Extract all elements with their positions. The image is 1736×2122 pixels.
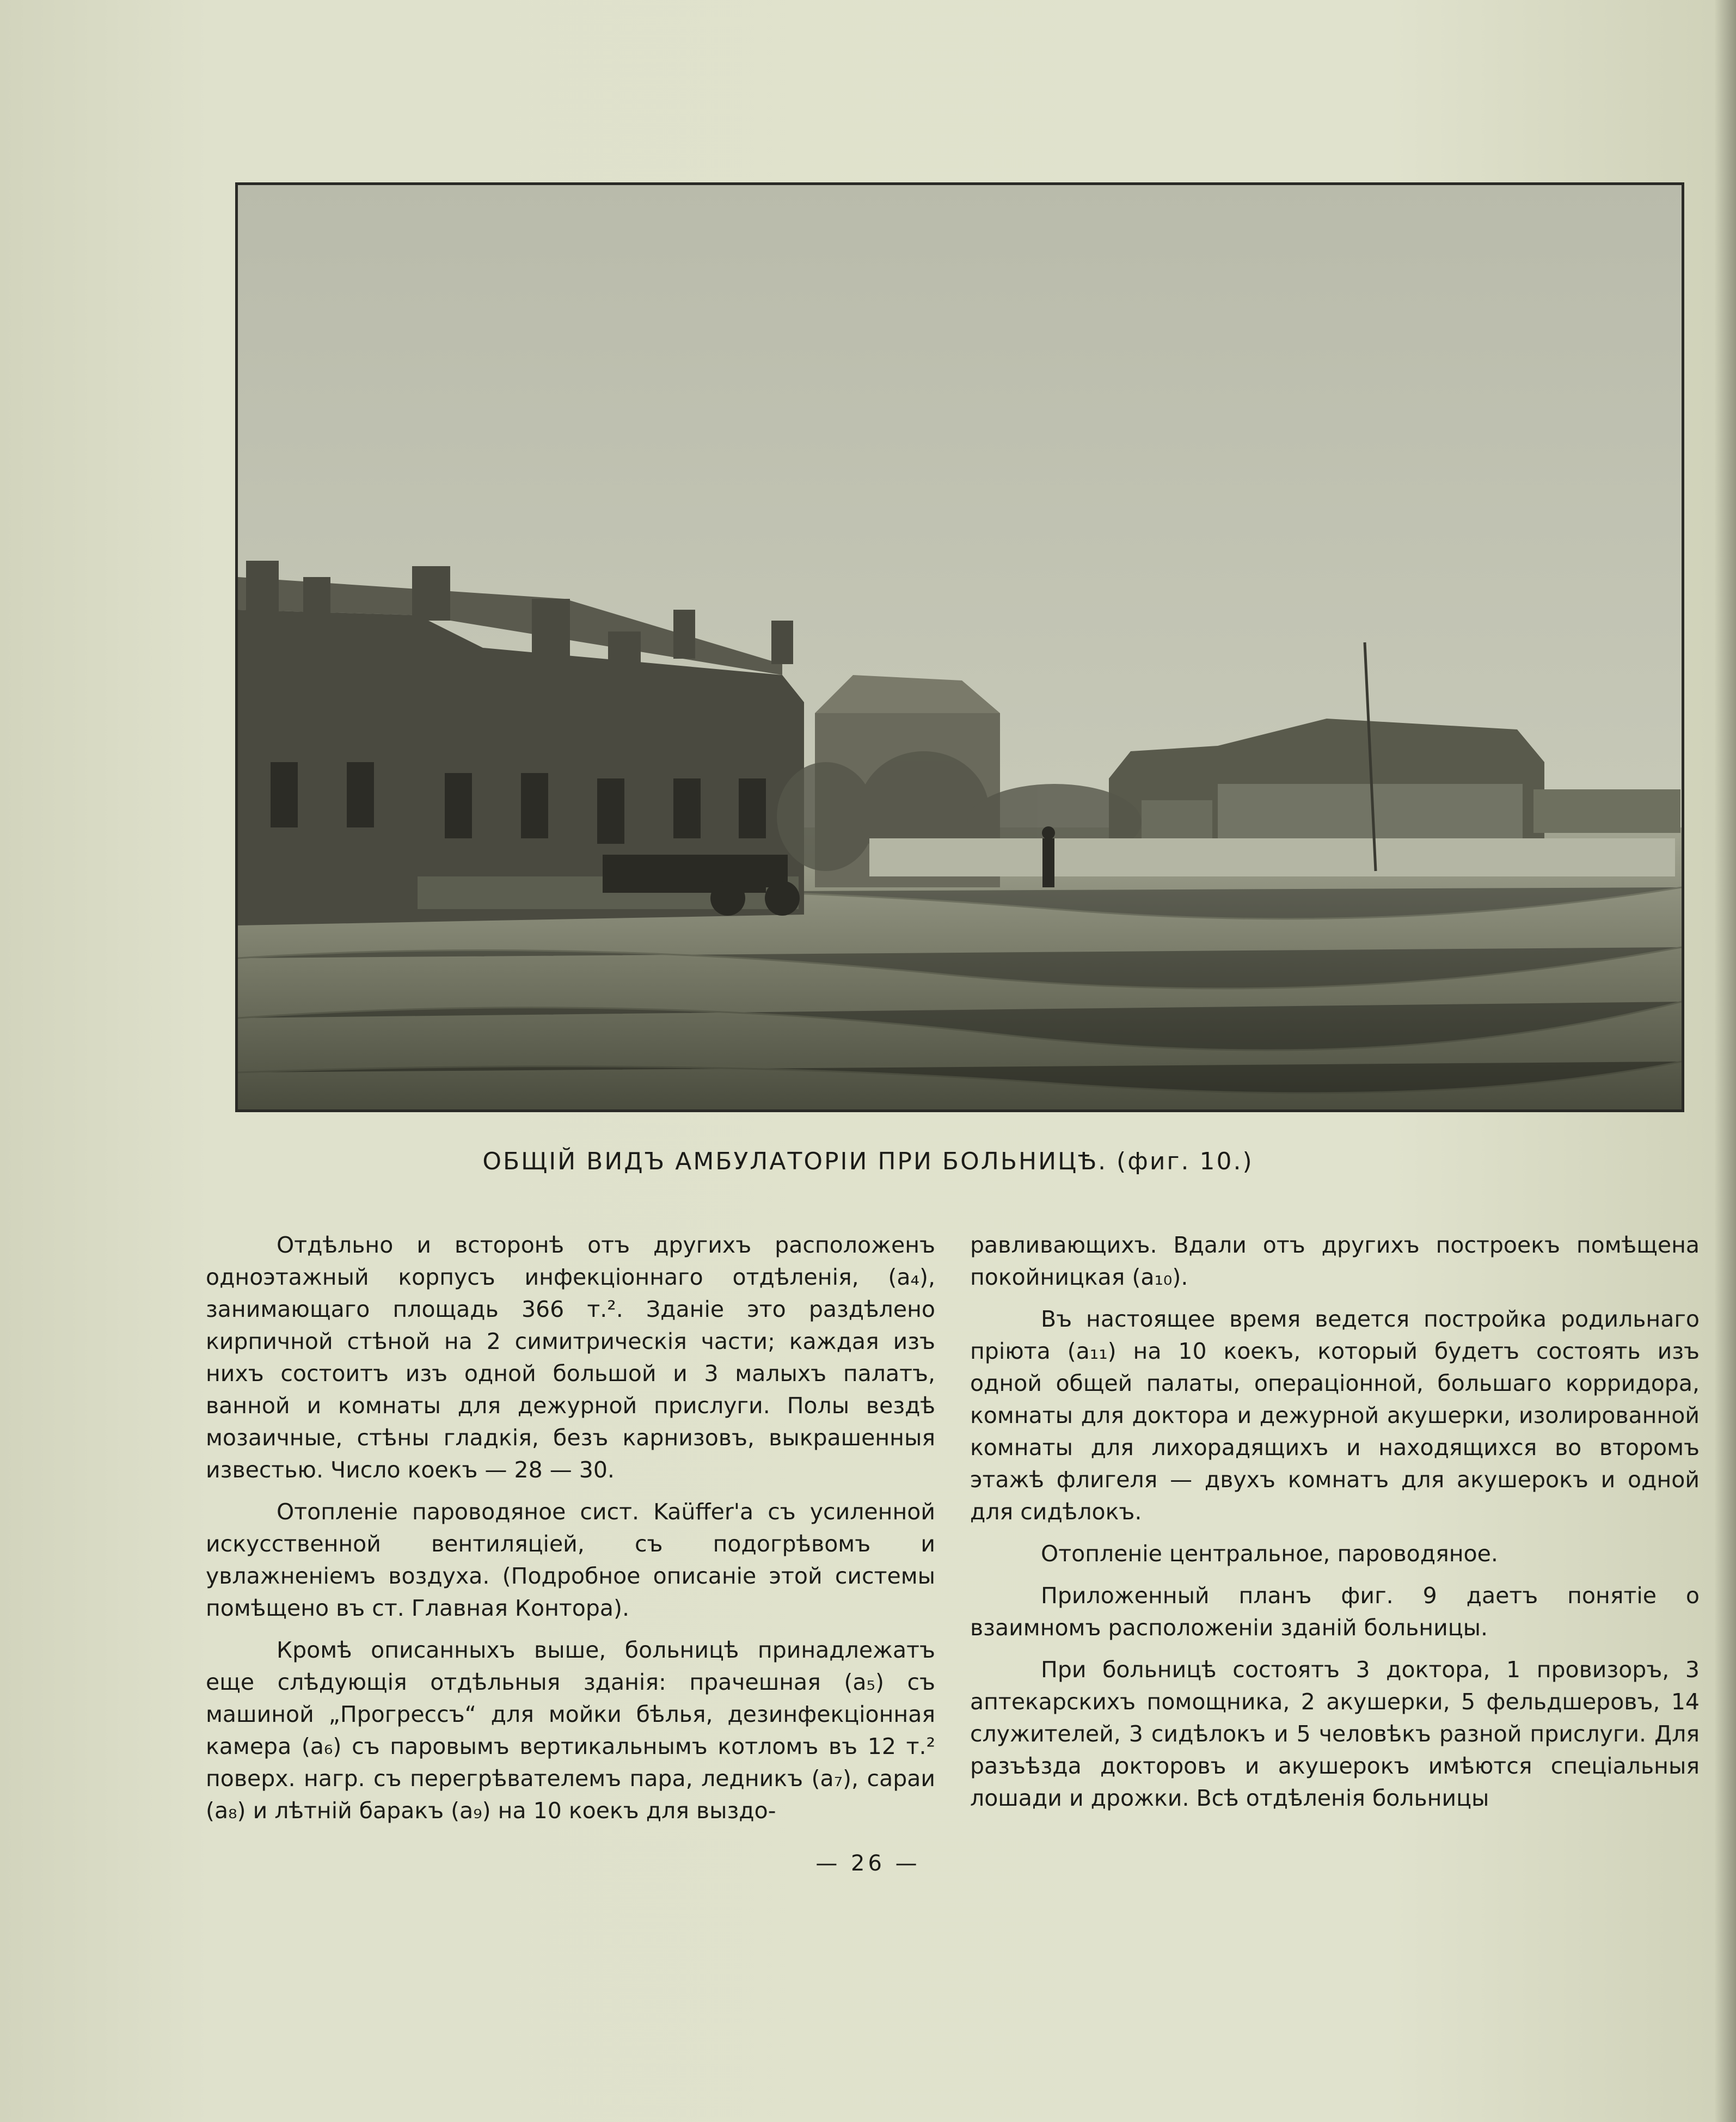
page-edge-shadow — [1714, 0, 1736, 2122]
page-number: — 26 — — [815, 1851, 921, 1876]
fence-right — [869, 838, 1675, 876]
figure-caption: ОБЩІЙ ВИДЪ АМБУЛАТОРІИ ПРИ БОЛЬНИЦѢ. (фиг. 10.) — [482, 1148, 1254, 1175]
paragraph-maternity-shelter: Въ настоящее время ведется постройка родильнаго пріюта (а₁₁) на 10 коекъ, который будетъ состоять изъ одной общей палаты, операціонной, большаго корридора, комнаты для доктора и дежурной акушерки, изолированной комнаты для лихорадящихъ и находящихся во второмъ этажѣ флигеля — двухъ комнатъ для акушерокъ и одной для сидѣлокъ. — [970, 1306, 1700, 1525]
text-column-right — [970, 1229, 1700, 1824]
text-column-left — [206, 1229, 935, 1837]
hospital-photograph — [235, 182, 1684, 1112]
paragraph-staff: При больницѣ состоятъ 3 доктора, 1 провизоръ, 3 аптекарскихъ помощника, 2 акушерки, 5 фельдшеровъ, 14 служителей, 3 сидѣлокъ и 5 человѣкъ разной прислуги. Для разъѣзда докторовъ и акушерокъ имѣются спеціальныя лошади и дрожки. Всѣ отдѣленія больницы — [970, 1657, 1700, 1811]
paragraph-heating-system: Отопленіе пароводяное сист. Kaüffer'a съ усиленной искусственной вентиляціей, съ подогрѣвомъ и увлажненіемъ воздуха. (Подробное описаніе этой системы помѣщено въ ст. Главная Контора). — [206, 1499, 935, 1621]
paragraph-morgue: равливающихъ. Вдали отъ другихъ построекъ помѣщена покойницкая (а₁₀). — [970, 1232, 1700, 1290]
paragraph-infectious-ward: Отдѣльно и всторонѣ отъ другихъ расположенъ одноэтажный корпусъ инфекціоннаго отдѣленія, (а₄), занимающаго площадь 366 т.². Зданіе это раздѣлено кирпичной стѣной на 2 симитрическія части; каждая изъ нихъ состоитъ изъ одной большой и 3 малыхъ палатъ, ванной и комнаты для дежурной прислуги. Полы вездѣ мозаичные, стѣны гладкія, безъ карнизовъ, выкрашенныя известью. Число коекъ — 28 — 30. — [206, 1232, 935, 1483]
paragraph-site-plan: Приложенный планъ фиг. 9 даетъ понятіе о взаимномъ расположеніи зданій больницы. — [970, 1583, 1700, 1641]
paragraph-central-heating: Отопленіе центральное, пароводяное. — [1041, 1541, 1498, 1567]
pedestrian — [1042, 826, 1055, 887]
paragraph-other-buildings: Кромѣ описанныхъ выше, больницѣ принадлежатъ еще слѣдующія отдѣльныя зданія: прачешная (а₅) съ машиной „Прогрессъ“ для мойки бѣлья, дезинфекціонная камера (а₆) съ паровымъ вертикальнымъ котломъ въ 12 т.² поверх. нагр. съ перегрѣвателемъ пара, ледникъ (а₇), сараи (а₈) и лѣтній баракъ (а₉) на 10 коекъ для выздо- — [206, 1637, 935, 1824]
